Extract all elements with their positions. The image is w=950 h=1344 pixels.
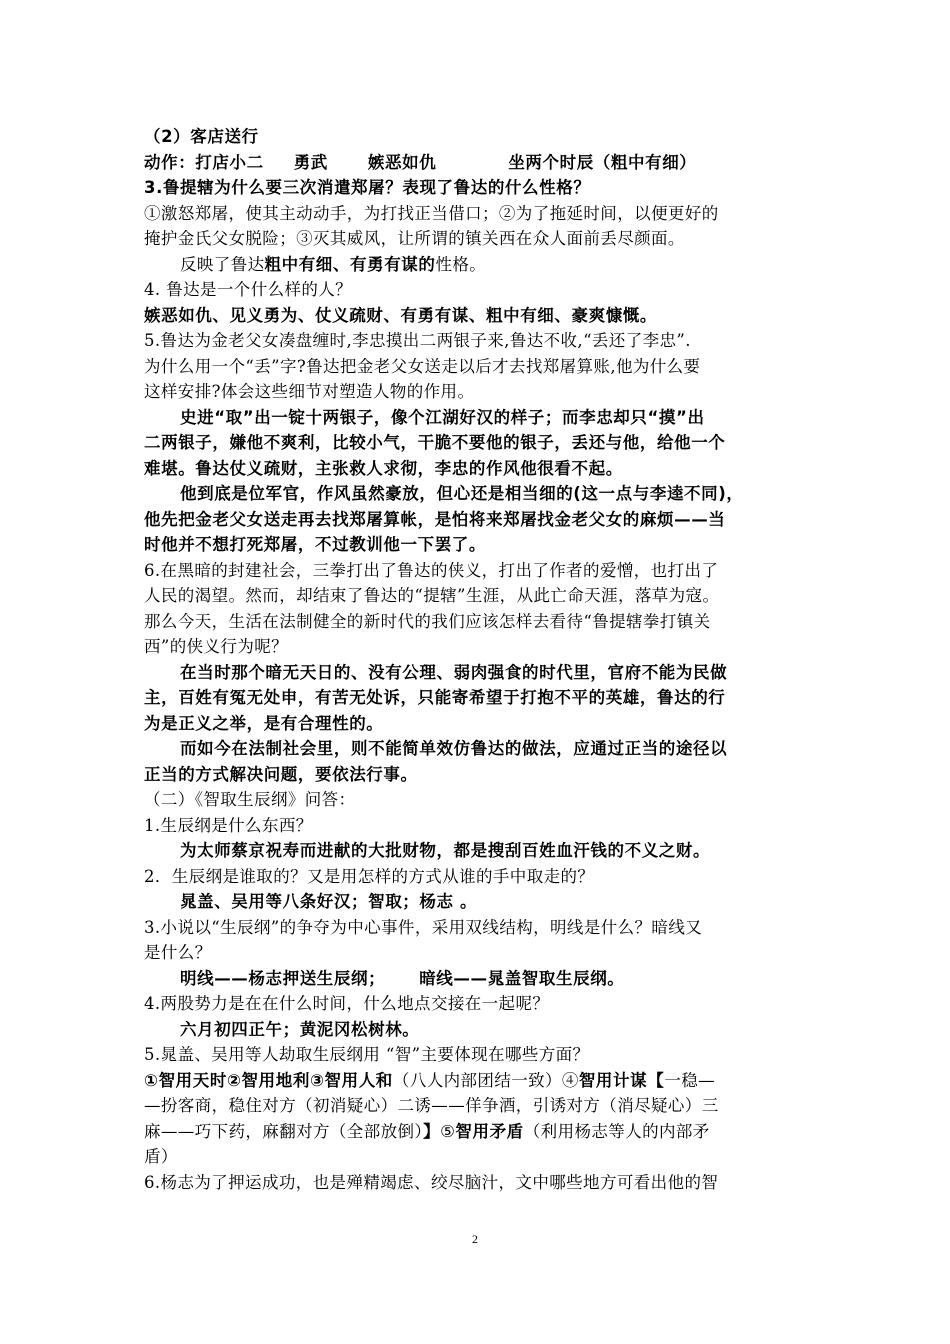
question-3: 3.鲁提辖为什么要三次消遣郑屠？表现了鲁达的什么性格？ xyxy=(144,178,591,197)
answer-b2: 晁盖、吴用等八条好汉；智取；杨志 。 xyxy=(180,892,478,911)
section-heading-inn: （2）客店送行 xyxy=(144,127,259,146)
question-b5: 5.晁盖、吴用等人劫取生辰纲用 “智”主要体现在哪些方面？ xyxy=(144,1045,590,1064)
answer-b5-line-4: 盾） xyxy=(144,1147,178,1166)
question-5-line-2: 为什么用一个“丢”字?鲁达把金老父女送走以后才去找郑屠算账,他为什么要 xyxy=(144,356,701,376)
answer-6-line-2: 主，百姓有冤无处申，有苦无处诉，只能寄希望于打抱不平的英雄，鲁达的行 xyxy=(144,688,726,707)
conclusion-bold: 粗中有细、有勇有谋的 xyxy=(264,254,436,274)
answer-b5-text-3: 麻——巧下药，麻翻对方（全部放倒） xyxy=(144,1121,424,1141)
answer-b5-bold-1: ①智用天时②智用地利③智用人和 xyxy=(144,1070,393,1090)
answer-3-line-2: 掩护金氏父女脱险；③灭其威风，让所谓的镇关西在众人面前丢尽颜面。 xyxy=(144,229,685,248)
conclusion-prefix: 反映了鲁达 xyxy=(180,254,265,274)
answer-3-conclusion xyxy=(144,252,812,278)
question-5-line-3: 这样安排?体会这些细节对塑造人物的作用。 xyxy=(144,382,475,401)
answer-b5-line-1 xyxy=(144,1068,812,1094)
action-trait-3: 坐两个时辰（粗中有细） xyxy=(508,152,697,172)
action-trait-2: 嫉恶如仇 xyxy=(367,152,437,172)
conclusion-suffix: 性格。 xyxy=(435,254,487,274)
question-b1: 1.生辰纲是什么东西？ xyxy=(144,815,313,835)
answer-b3 xyxy=(144,966,812,992)
question-6-line-2: 人民的渴望。然而，却结束了鲁达的“提辖”生涯，从此亡命天涯，落草为寇。 xyxy=(144,586,720,605)
question-5-line-1: 5.鲁达为金老父女凑盘缠时,李忠摸出二两银子来,鲁达不收,“丢还了李忠”. xyxy=(144,331,691,350)
question-b3-line-1: 3.小说以“生辰纲”的争夺为中心事件，采用双线结构，明线是什么？暗线又 xyxy=(144,917,703,937)
answer-6-line-4: 而如今在法制社会里，则不能简单效仿鲁达的做法，应通过正当的途径以 xyxy=(180,739,728,758)
answer-b5-text-5: （利用杨志等人的内部矛 xyxy=(523,1121,710,1141)
document-body xyxy=(144,124,812,1195)
question-b2: 2．生辰纲是谁取的？又是用怎样的方式从谁的手中取走的？ xyxy=(144,866,595,886)
action-line xyxy=(144,150,812,176)
question-6-line-4: 西”的侠义行为呢？ xyxy=(144,637,289,656)
answer-6-line-1: 在当时那个暗无天日的、没有公理、弱肉强食的时代里，官府不能为民做 xyxy=(180,662,728,682)
answer-5-line-6: 时他并不想打死郑屠，不过教训他一下罢了。 xyxy=(144,535,486,554)
question-6-line-3: 那么今天，生活在法制健全的新时代的我们应该怎样去看待“鲁提辖拳打镇关 xyxy=(144,611,711,631)
answer-b4: 六月初四正午；黄泥冈松树林。 xyxy=(180,1019,420,1039)
answer-b5-bold-4: 智用矛盾 xyxy=(455,1121,524,1141)
answer-b5-bold-3: 】 xyxy=(423,1121,441,1141)
answer-5-line-1: 史进“取”出一锭十两银子，像个江湖好汉的样子；而李忠却只“摸”出 xyxy=(180,407,705,427)
answer-b5-text-4: ⑤ xyxy=(440,1121,456,1141)
question-b6: 6.杨志为了押运成功，也是殚精竭虑、绞尽脑汁，文中哪些地方可看出他的智 xyxy=(144,1172,719,1192)
answer-b5-line-2: —扮客商，稳住对方（初消疑心）二诱——佯争酒，引诱对方（消尽疑心）三 xyxy=(144,1096,719,1115)
question-b4: 4.两股势力是在在什么时间，什么地点交接在一起呢？ xyxy=(144,994,550,1013)
section-heading-birthday-gifts: （二）《智取生辰纲》问答： xyxy=(144,790,356,809)
answer-b5-text-1: （八人内部团结一致）④ xyxy=(392,1070,579,1090)
answer-b3-hidden-thread: 暗线——晁盖智取生辰纲。 xyxy=(419,968,625,988)
answer-3-line-1: ①激怒郑屠，使其主动动手，为打找正当借口；②为了拖延时间，以便更好的 xyxy=(144,203,719,223)
answer-5-line-4: 他到底是位军官，作风虽然豪放，但心还是相当细的(这一点与李逵不同)， xyxy=(180,484,744,503)
action-trait-1: 勇武 xyxy=(293,152,328,172)
question-b3-line-2: 是什么？ xyxy=(144,943,212,962)
action-label: 动作：打店小二 xyxy=(144,152,264,172)
answer-6-line-5: 正当的方式解决问题，要依法行事。 xyxy=(144,764,418,784)
answer-b3-main-thread: 明线——杨志押送生辰纲； xyxy=(180,968,386,988)
answer-5-line-2: 二两银子，嫌他不爽利，比较小气，干脆不要他的银子，丢还与他，给他一个 xyxy=(144,433,726,452)
answer-b1: 为太师蔡京祝寿而进献的大批财物，都是搜刮百姓血汗钱的不义之财。 xyxy=(180,841,711,860)
answer-b5-text-2: 一稳— xyxy=(664,1070,716,1090)
answer-4: 嫉恶如仇、见义勇为、仗义疏财、有勇有谋、粗中有细、豪爽慷慨。 xyxy=(144,305,657,325)
answer-b5-line-3 xyxy=(144,1119,812,1145)
question-4: 4. 鲁达是一个什么样的人？ xyxy=(144,280,353,299)
answer-6-line-3: 为是正义之举，是有合理性的。 xyxy=(144,713,384,733)
page-number: 2 xyxy=(472,1232,478,1246)
answer-b5-bold-2: 智用计谋【 xyxy=(578,1070,665,1090)
question-6-line-1: 6.在黑暗的封建社会，三拳打出了鲁达的侠义，打出了作者的爱憎，也打出了 xyxy=(144,560,719,580)
answer-5-line-5: 他先把金老父女送走再去找郑屠算帐，是怕将来郑屠找金老父女的麻烦——当 xyxy=(144,509,726,529)
answer-5-line-3: 难堪。鲁达仗义疏财，主张救人求彻，李忠的作风他很看不起。 xyxy=(144,458,623,478)
